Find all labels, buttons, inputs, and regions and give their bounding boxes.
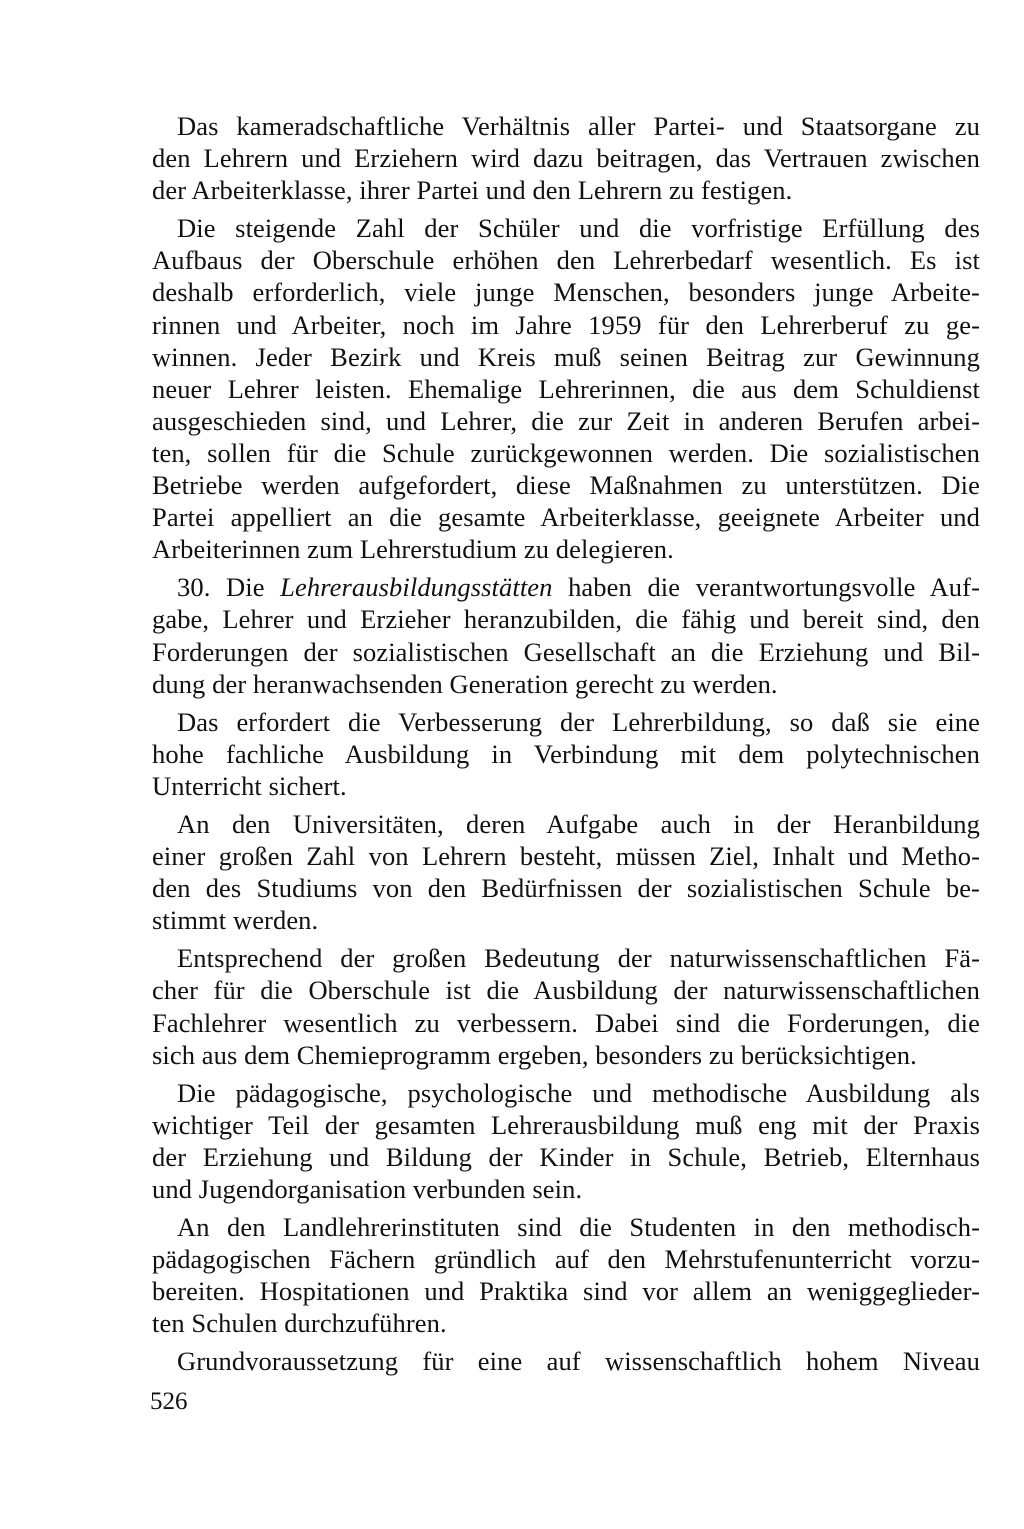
text-line: deshalb erforderlich, viele junge Menschen, besonders junge Arbeite- bbox=[152, 277, 980, 308]
body-text bbox=[152, 110, 980, 1378]
paragraph bbox=[152, 1077, 980, 1205]
paragraph bbox=[152, 1345, 980, 1377]
text-line: Partei appelliert an die gesamte Arbeiterklasse, geeignete Arbeiter und bbox=[152, 502, 980, 533]
text-line: Forderungen der sozialistischen Gesellschaft an die Erziehung und Bil- bbox=[152, 636, 980, 667]
text-line: hohe fachliche Ausbildung in Verbindung mit dem polytechnischen bbox=[152, 738, 980, 769]
text-line: ausgeschieden sind, und Lehrer, die zur Zeit in anderen Berufen arbei- bbox=[152, 405, 980, 436]
paragraph bbox=[152, 706, 980, 802]
text-line: An den Universitäten, deren Aufgabe auch in der Heranbildung bbox=[177, 808, 980, 839]
text-line: pädagogischen Fächern gründlich auf den Mehrstufenunterricht vorzu- bbox=[152, 1244, 980, 1275]
page-number: 526 bbox=[150, 1388, 188, 1415]
text-line: der Erziehung und Bildung der Kinder in Schule, Betrieb, Elternhaus bbox=[152, 1141, 980, 1172]
text-line: Fachlehrer wesentlich zu verbessern. Dabei sind die Forderungen, die bbox=[152, 1007, 980, 1038]
text-line: dung der heranwachsenden Generation gerecht zu werden. bbox=[152, 668, 778, 699]
text-line: neuer Lehrer leisten. Ehemalige Lehrerinnen, die aus dem Schuldienst bbox=[152, 373, 980, 404]
text-line: den des Studiums von den Bedürfnissen der sozialistischen Schule be- bbox=[152, 873, 980, 904]
text-line: den Lehrern und Erziehern wird dazu beitragen, das Vertrauen zwischen bbox=[152, 143, 980, 174]
text-line: An den Landlehrerinstituten sind die Studenten in den methodisch- bbox=[177, 1212, 980, 1243]
text-line: Grundvoraussetzung für eine auf wissenschaftlich hohem Niveau bbox=[177, 1346, 980, 1377]
text-line: Entsprechend der großen Bedeutung der naturwissenschaftlichen Fä- bbox=[177, 943, 980, 974]
text-line: Betriebe werden aufgefordert, diese Maßnahmen zu unterstützen. Die bbox=[152, 470, 980, 501]
paragraph bbox=[152, 808, 980, 936]
text-line: der Arbeiterklasse, ihrer Partei und den Lehrern zu festigen. bbox=[152, 175, 793, 206]
text-line: einer großen Zahl von Lehrern besteht, müssen Ziel, Inhalt und Metho- bbox=[152, 841, 980, 872]
paragraph bbox=[152, 571, 980, 699]
text-line: winnen. Jeder Bezirk und Kreis muß seinen Beitrag zur Gewinnung bbox=[152, 341, 980, 372]
text-run: haben die verantwortungsvolle Auf- bbox=[552, 572, 981, 603]
text-line: und Jugendorganisation verbunden sein. bbox=[152, 1174, 583, 1204]
text-line: ten Schulen durchzuführen. bbox=[152, 1308, 447, 1339]
paragraph bbox=[152, 1211, 980, 1339]
text-line: bereiten. Hospitationen und Praktika sind vor allem an weniggeglieder- bbox=[152, 1276, 980, 1307]
text-line: Die pädagogische, psychologische und methodische Ausbildung als bbox=[177, 1077, 980, 1108]
paragraph bbox=[152, 942, 980, 1070]
text-line: rinnen und Arbeiter, noch im Jahre 1959 für den Lehrerberuf zu ge- bbox=[152, 309, 980, 340]
paragraph bbox=[152, 110, 980, 206]
text-line bbox=[152, 571, 980, 603]
text-line: wichtiger Teil der gesamten Lehrerausbildung muß eng mit der Praxis bbox=[152, 1109, 980, 1140]
text-line: sich aus dem Chemieprogramm ergeben, besonders zu berücksichtigen. bbox=[152, 1039, 917, 1070]
text-run: 30. Die bbox=[177, 572, 281, 603]
text-line: stimmt werden. bbox=[152, 905, 319, 936]
text-line: Das kameradschaftliche Verhältnis aller Partei- und Staatsorgane zu bbox=[177, 111, 980, 141]
text-line: gabe, Lehrer und Erzieher heranzubilden, die fähig und bereit sind, den bbox=[152, 604, 980, 635]
text-line: Das erfordert die Verbesserung der Lehrerbildung, so daß sie eine bbox=[177, 706, 980, 737]
text-line: Arbeiterinnen zum Lehrerstudium zu delegieren. bbox=[152, 534, 674, 565]
text-line: ten, sollen für die Schule zurückgewonnen werden. Die sozialistischen bbox=[152, 437, 980, 468]
italic-term: Lehrerausbildungsstätten bbox=[280, 572, 553, 603]
text-line: Aufbaus der Oberschule erhöhen den Lehrerbedarf wesentlich. Es ist bbox=[152, 245, 980, 276]
text-line: Die steigende Zahl der Schüler und die vorfristige Erfüllung des bbox=[177, 213, 980, 244]
text-line: cher für die Oberschule ist die Ausbildung der naturwissenschaftlichen bbox=[152, 975, 980, 1006]
paragraph bbox=[152, 212, 980, 565]
text-line: Unterricht sichert. bbox=[152, 770, 347, 801]
